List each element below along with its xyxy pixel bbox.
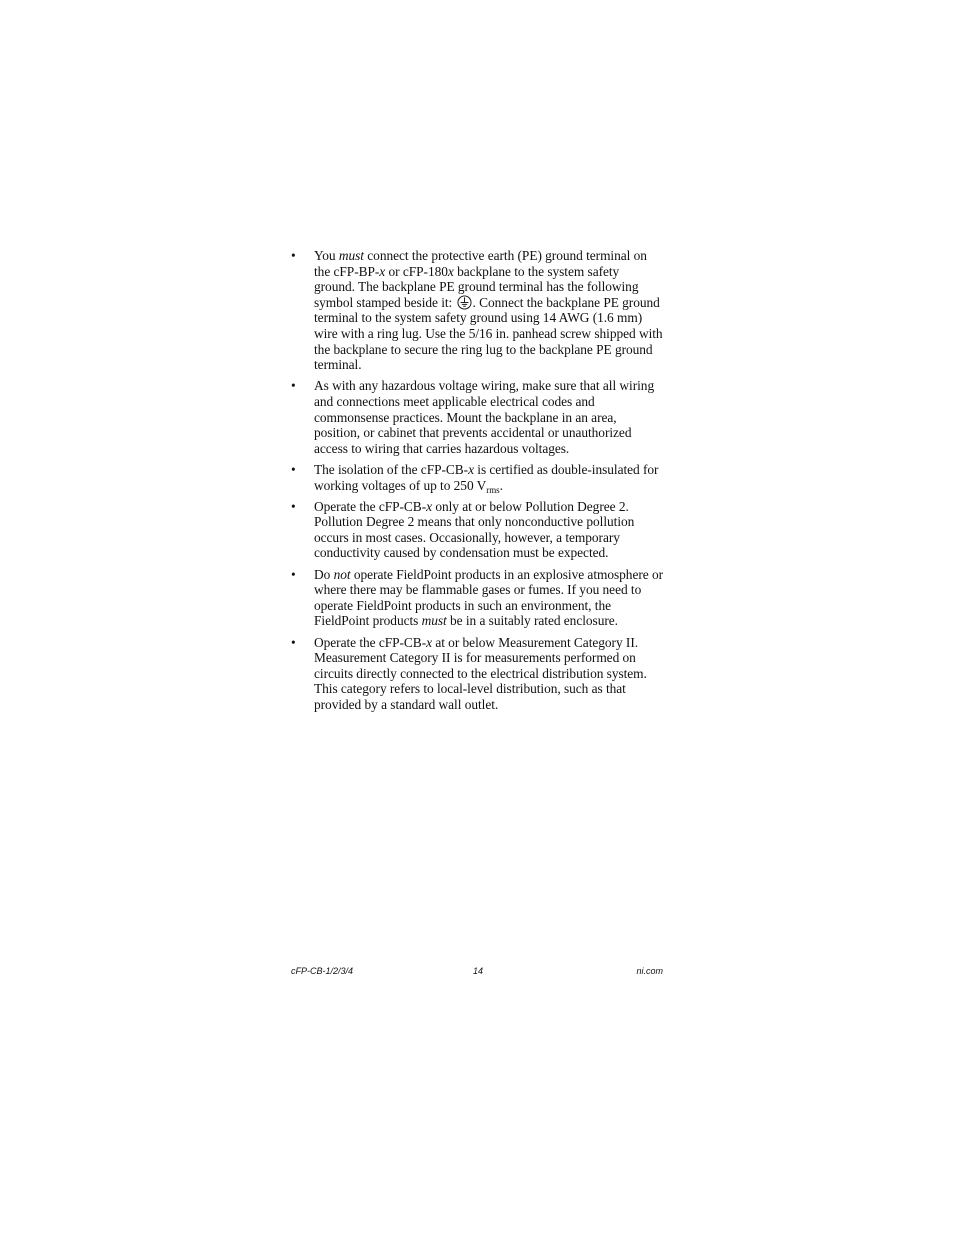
protective-earth-ground-icon [457,295,472,310]
bullet-measurement-category [291,635,663,713]
footer-website: ni.com [636,966,663,976]
bullet-marker: • [291,498,296,514]
bullet-marker: • [291,248,296,263]
text: . Connect the backplane PE ground terminal to the system safety ground using 14 AWG (1.6 mm) wire with a ring lug. Use the 5/16 in. panhead screw shipped with the backplane to secure the ring lug to the backplane PE ground terminal. [314,294,663,373]
text: Do [314,566,334,582]
text: at or below Measurement Category II. Measurement Category II is for measurements performed on circuits directly connected to the electrical distribution system. This category refers to local-level distribution, such as that provided by a standard wall outlet. [314,634,647,712]
text: The isolation of the cFP-CB- [314,461,469,477]
bullet-isolation [291,462,663,493]
text: be in a suitably rated enclosure. [446,613,618,629]
bullet-marker: • [291,378,296,394]
emphasis: must [338,248,364,263]
emphasis: not [333,566,351,582]
bullet-explosive-atmosphere [291,567,663,629]
text: connect the protective earth (PE) ground terminal on the cFP-BP- [314,248,647,279]
page-content [291,248,663,718]
text: Operate the cFP-CB- [314,634,427,650]
text: or cFP-180 [385,263,448,279]
bullet-marker: • [291,461,296,477]
emphasis: must [421,613,447,629]
text: is certified as double-insulated for working voltages of up to 250 V [314,461,659,493]
footer-page-number: 14 [473,966,484,976]
footer-document-name: cFP-CB-1/2/3/4 [291,966,354,976]
text: . [499,477,503,493]
text: backplane to the system safety ground. The backplane PE ground terminal has the following symbol stamped beside it: [314,263,639,310]
bullet-hazardous-wiring [291,378,663,456]
text: operate FieldPoint products in an explosive atmosphere or where there may be flammable gases or fumes. If you need to operate FieldPoint products in such an environment, the FieldPoint products [314,566,664,629]
emphasis: x [426,498,433,514]
bullet-pollution-degree [291,499,663,561]
safety-bullet-list [291,248,663,713]
emphasis: x [426,634,433,650]
bullet-pe-ground [291,248,663,373]
bullet-marker: • [291,634,296,650]
bullet-marker: • [291,566,296,582]
emphasis: x [447,263,454,279]
emphasis: x [468,461,474,477]
text: You [314,248,339,263]
page-footer [291,966,663,978]
text: only at or below Pollution Degree 2. Pollution Degree 2 means that only nonconductive pollution occurs in most cases. Occasionally, however, a temporary conductivity caused by condensation must be expected. [314,498,635,561]
subscript: rms [486,484,500,495]
text: As with any hazardous voltage wiring, make sure that all wiring and connections meet applicable electrical codes and commonsense practices. Mount the backplane in an area, position, or cabinet that prevents accidental or unauthorized access to wiring that carries hazardous voltages. [314,378,655,456]
text: Operate the cFP-CB- [314,498,427,514]
emphasis: x [379,263,386,279]
